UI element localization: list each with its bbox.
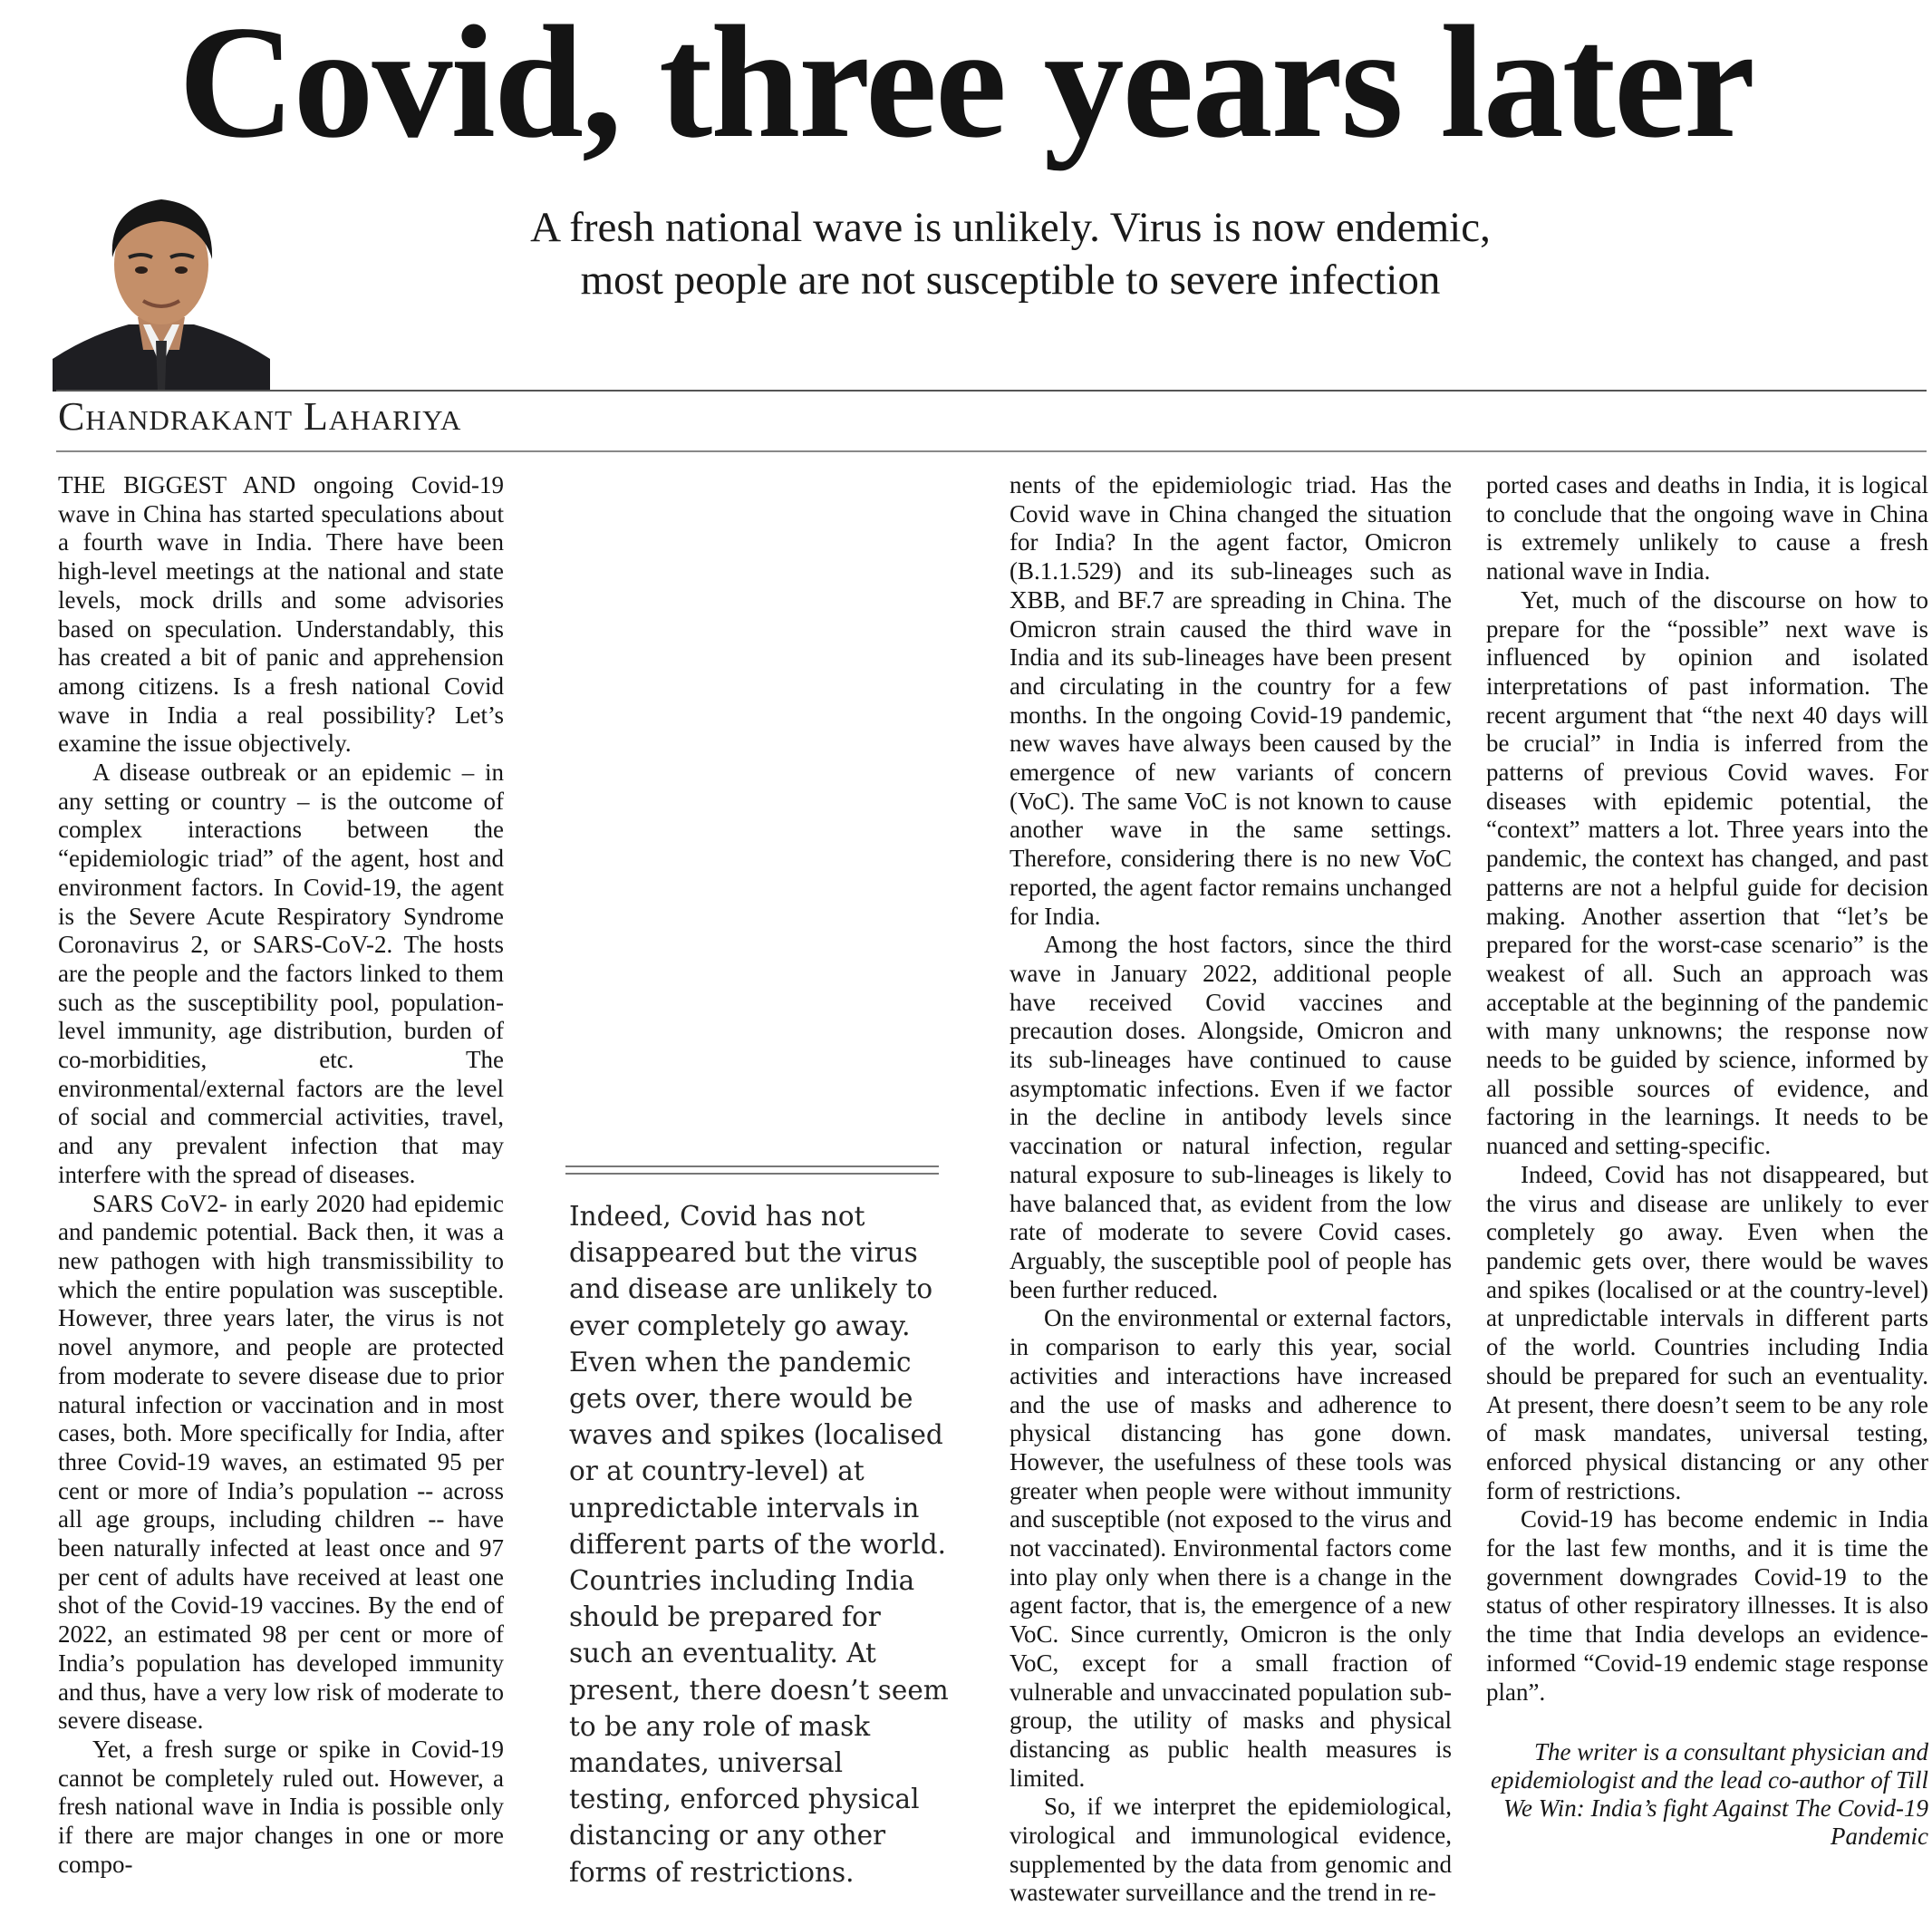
byline-rule-bottom — [56, 450, 1927, 452]
author-byline: Chandrakant Lahariya — [58, 394, 462, 439]
pullquote-rules — [565, 1165, 939, 1180]
paragraph: ported cases and deaths in India, it is logical to conclude that the ongoing wave in China is extremely unlikely to cause a fresh national wave in India. — [1486, 471, 1928, 585]
subheadline — [381, 201, 1640, 306]
paragraph: Indeed, Covid has not disappeared, but the virus and disease are unlikely to ever completely go away. Even when the pandemic gets over, there would be waves and spikes (localised or at the country-level) at unpredictable intervals in different parts of the world. Countries including India should be prepared for such an eventuality. At present, there doesn’t seem to be any role of mask mandates, universal testing, enforced physical distancing or any other form of restrictions. — [1486, 1160, 1928, 1504]
paragraph: Covid-19 has become endemic in India for the last few months, and it is time the government downgrades Covid-19 to the status of other respiratory illnesses. It is also the time that India develops an evidence-informed “Covid-19 endemic stage response plan”. — [1486, 1505, 1928, 1706]
paragraph: Among the host factors, since the third wave in January 2022, additional people have received Covid vaccines and precaution doses. Alongside, Omicron and its sub-lineages have continued to cause asymptomatic infections. Even if we factor in the decline in antibody levels since vaccination or natural infection, regular natural exposure to sub-lineages is likely to have balanced that, as evident from the low rate of moderate to severe Covid cases. Arguably, the susceptible pool of people has been further reduced. — [1009, 931, 1452, 1303]
paragraph: Yet, much of the discourse on how to prepare for the “possible” next wave is influenced by opinion and isolated interpretations of past information. The recent argument that “the next 40 days will be crucial” in India is inferred from the patterns of previous Covid waves. For diseases with epidemic potential, the “context” matters a lot. Three years into the pandemic, the context has changed, and past patterns are not a helpful guide for decision making. Another assertion that “let’s be prepared for the worst-case scenario” is the weakest of all. Such an approach was acceptable at the beginning of the pandemic with many unknowns; the response now needs to be guided by science, informed by all possible sources of evidence, and factoring in the learnings. It needs to be nuanced and setting-specific. — [1486, 585, 1928, 1160]
author-credit: The writer is a consultant physician and epidemiologist and the lead co-author of Till We Win: India’s fight Against The Covid-19 Pandemic — [1491, 1738, 1928, 1850]
paragraph: nents of the epidemiologic triad. Has the Covid wave in China changed the situation for India? In the agent factor, Omicron (B.1.1.529) and its sub-lineages such as XBB, and BF.7 are spreading in China. The Omicron strain caused the third wave in India and its sub-lineages have been present and circulating in the country for a few months. In the ongoing Covid-19 pandemic, new waves have always been caused by the emergence of new variants of concern (VoC). The same VoC is not known to cause another wave in the same settings. Therefore, considering there is no new VoC reported, the agent factor remains unchanged for India. — [1009, 471, 1452, 930]
subheadline-line-1: A fresh national wave is unlikely. Virus is now endemic, — [530, 204, 1491, 251]
article-column-3 — [1009, 471, 1452, 1908]
pullquote-rule — [565, 1165, 939, 1173]
subheadline-line-2: most people are not susceptible to severe infection — [580, 256, 1441, 304]
paragraph: THE BIGGEST AND ongoing Covid-19 wave in China has started speculations about a fourth wave in India. There have been high-level meetings at the national and state levels, mock drills and some advisories based on speculation. Understandably, this has created a bit of panic and apprehension among citizens. Is a fresh national Covid wave in India a real possibility? Let’s examine the issue objectively. — [58, 471, 504, 758]
paragraph: Yet, a fresh surge or spike in Covid-19 cannot be completely ruled out. However, a fresh national wave in India is possible only if there are major changes in one or more compo- — [58, 1735, 504, 1878]
article-column-1 — [58, 471, 504, 1879]
paragraph: So, if we interpret the epidemiological, virological and immunological evidence, supplemented by the data from genomic and wastewater surveillance and the trend in re- — [1009, 1793, 1452, 1907]
paragraph: A disease outbreak or an epidemic – in any setting or country – is the outcome of complex interactions between the “epidemiologic triad” of the agent, host and environment factors. In Covid-19, the agent is the Severe Acute Respiratory Syndrome Coronavirus 2, or SARS-CoV-2. The hosts are the people and the factors linked to them such as the susceptibility pool, population-level immunity, age distribution, burden of co-morbidities, etc. The environmental/external factors are the level of social and commercial activities, travel, and any prevalent infection that may interfere with the spread of diseases. — [58, 759, 504, 1188]
headline: Covid, three years later — [178, 0, 1754, 171]
paragraph: On the environmental or external factors, in comparison to early this year, social activities and interactions have increased and the use of masks and adherence to physical distancing has gone down. However, the usefulness of these tools was greater when people were without immunity and susceptible (not exposed to the virus and not vaccinated). Environmental factors come into play only when there is a change in the agent factor, that is, the emergence of a new VoC. Since currently, Omicron is the only VoC, except for a small fraction of vulnerable and unvaccinated population sub-group, the utility of masks and physical distancing as public health measures is limited. — [1009, 1304, 1452, 1792]
article-column-4 — [1486, 471, 1928, 1707]
author-photo-icon — [53, 181, 270, 392]
paragraph: SARS CoV2- in early 2020 had epidemic and pandemic potential. Back then, it was a new pathogen with high transmissibility to which the entire population was susceptible. However, three years later, the virus is not novel anymore, and people are protected from moderate to severe disease due to prior natural infection or vaccination and in most cases, both. More specifically for India, after three Covid-19 waves, an estimated 95 per cent or more of India’s population -- across all age groups, including children -- have been naturally infected at least once and 97 per cent of adults have received at least one shot of the Covid-19 vaccines. By the end of 2022, an estimated 98 per cent or more of India’s population has developed immunity and thus, have a very low risk of moderate to severe disease. — [58, 1189, 504, 1735]
author-portrait — [53, 181, 270, 392]
pullquote-rule — [565, 1173, 939, 1180]
pullquote: Indeed, Covid has not disappeared but the virus and disease are unlikely to ever completely go away. Even when the pandemic gets over, there would be waves and spikes (localised or at country-level) at unpredictable intervals in different parts of the world. Countries including India should be prepared for such an eventuality. At present, there doesn’t seem to be any role of mask mandates, universal testing, enforced physical distancing or any other forms of restrictions. — [569, 1201, 949, 1888]
